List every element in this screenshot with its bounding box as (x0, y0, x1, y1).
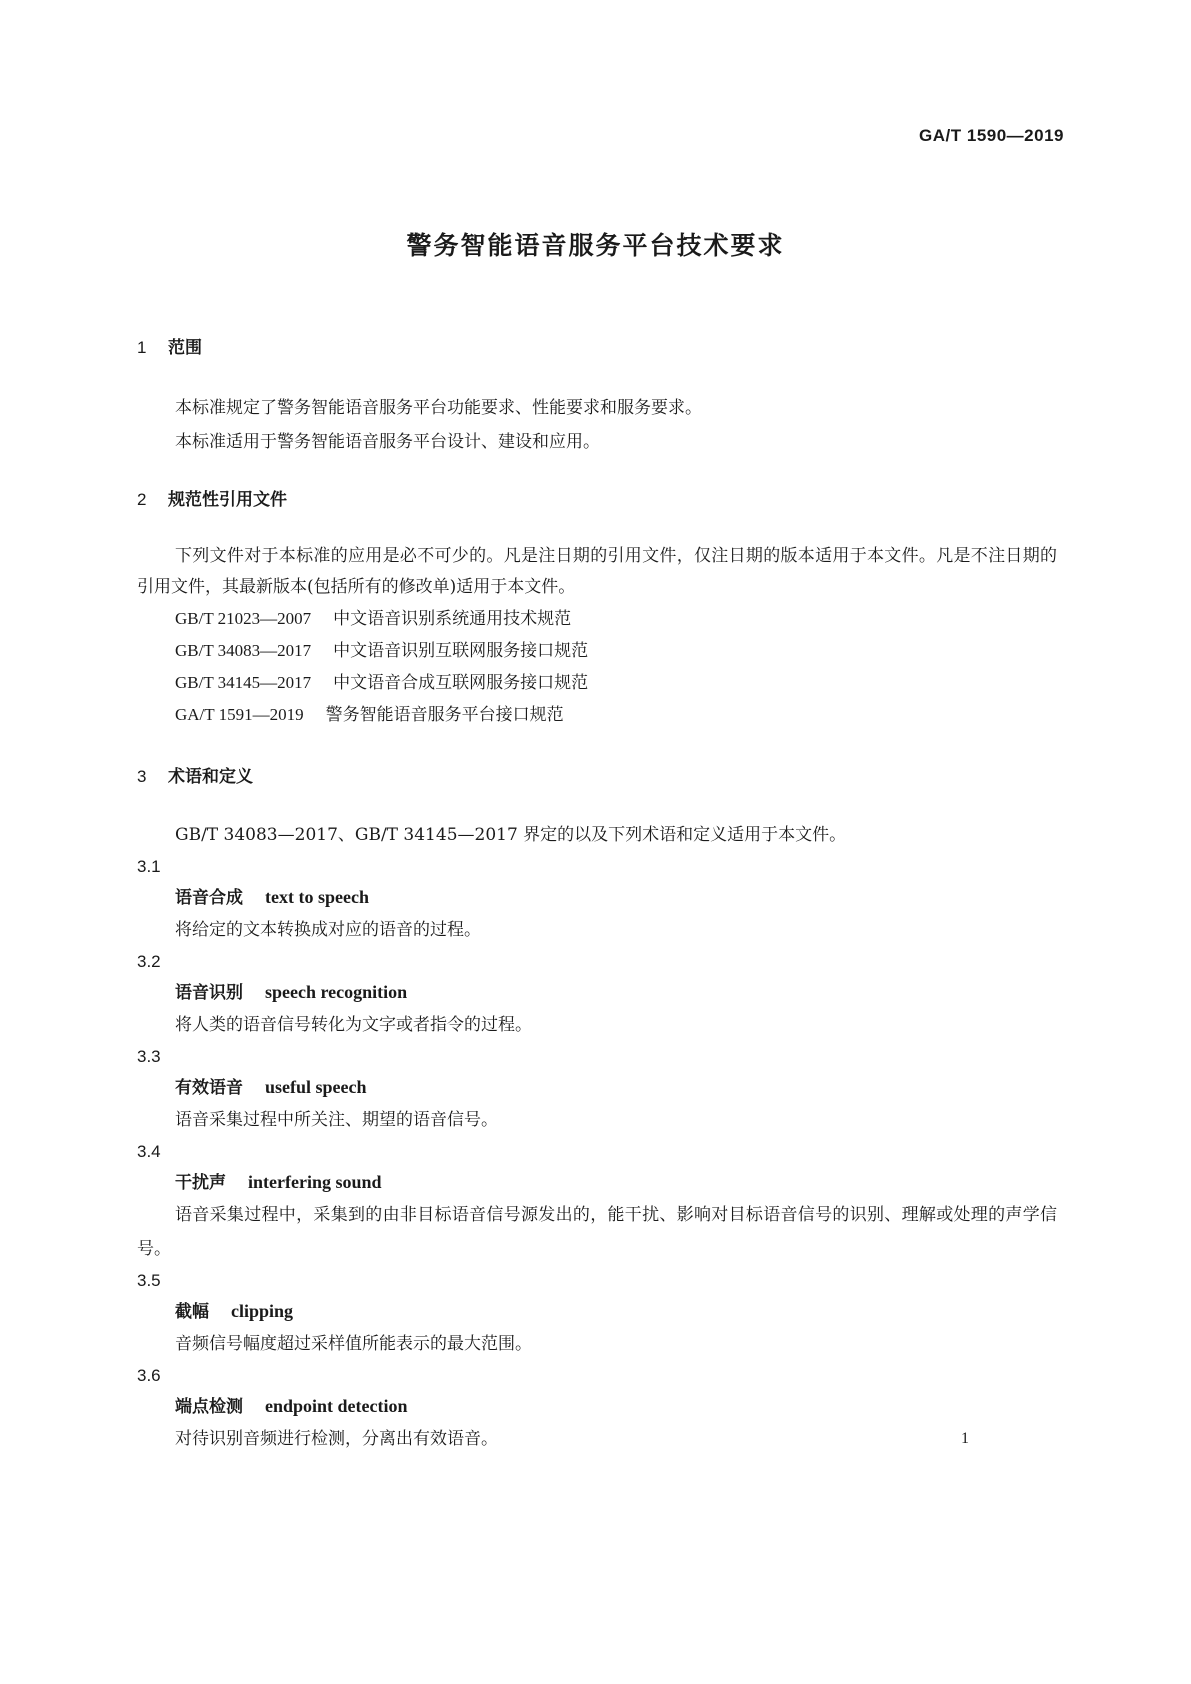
section-title: 范围 (168, 338, 202, 358)
paragraph: 本标准适用于警务智能语音服务平台设计、建设和应用。 (175, 432, 600, 452)
term-chinese: 语音识别 (175, 983, 243, 1003)
section-heading-terms-and-definitions (137, 764, 1057, 790)
reference-code: GA/T 1591—2019 (175, 705, 304, 724)
term-definition: 将人类的语音信号转化为文字或者指令的过程。 (175, 1015, 532, 1035)
term-heading (137, 1296, 1057, 1327)
reference-title: 警务智能语音服务平台接口规范 (325, 705, 564, 725)
term-number: 3.6 (137, 1366, 161, 1385)
term-english: clipping (231, 1301, 294, 1321)
reference-title: 中文语音识别系统通用技术规范 (333, 609, 572, 629)
term-number: 3.1 (137, 857, 161, 876)
reference-item (137, 667, 1057, 699)
document-title: 警务智能语音服务平台技术要求 (406, 231, 785, 260)
section-number: 2 (137, 490, 147, 509)
paragraph: 本标准规定了警务智能语音服务平台功能要求、性能要求和服务要求。 (175, 398, 702, 418)
term-chinese: 有效语音 (175, 1078, 243, 1098)
term-number: 3.3 (137, 1047, 161, 1066)
section-heading-normative-references (137, 487, 1057, 513)
paragraph: GB/T 34083—2017、GB/T 34145—2017 界定的以及下列术语和定义适用于本文件。 (175, 825, 847, 845)
reference-item (137, 603, 1057, 635)
reference-title: 中文语音合成互联网服务接口规范 (333, 673, 589, 693)
term-heading (137, 1391, 1057, 1422)
term-heading (137, 1167, 1057, 1198)
term-definition: 语音采集过程中，采集到的由非目标语音信号源发出的，能干扰、影响对目标语音信号的识别、理解或处理的声学信号。 (137, 1205, 1057, 1259)
term-definition: 将给定的文本转换成对应的语音的过程。 (175, 920, 481, 940)
term-english: speech recognition (265, 982, 408, 1002)
reference-code: GB/T 34083—2017 (175, 641, 312, 660)
term-heading (137, 882, 1057, 913)
term-chinese: 语音合成 (175, 888, 243, 908)
term-number: 3.2 (137, 952, 161, 971)
section-number: 1 (137, 338, 147, 357)
term-english: interfering sound (248, 1172, 382, 1192)
standard-code: GA/T 1590—2019 (919, 126, 1064, 145)
section-title: 术语和定义 (168, 767, 253, 787)
reference-code: GB/T 34145—2017 (175, 673, 312, 692)
reference-code: GB/T 21023—2007 (175, 609, 312, 628)
term-english: useful speech (265, 1077, 367, 1097)
term-number: 3.4 (137, 1142, 161, 1161)
term-heading (137, 977, 1057, 1008)
document-body (137, 335, 1057, 1456)
term-number: 3.5 (137, 1271, 161, 1290)
term-chinese: 干扰声 (175, 1173, 226, 1193)
term-definition: 语音采集过程中所关注、期望的语音信号。 (175, 1110, 498, 1130)
term-heading (137, 1072, 1057, 1103)
term-english: endpoint detection (265, 1396, 408, 1416)
term-definition: 音频信号幅度超过采样值所能表示的最大范围。 (175, 1334, 532, 1354)
reference-title: 中文语音识别互联网服务接口规范 (333, 641, 589, 661)
page-number: 1 (961, 1430, 969, 1447)
term-chinese: 端点检测 (175, 1397, 243, 1417)
reference-item (137, 635, 1057, 667)
section-title: 规范性引用文件 (168, 490, 287, 510)
section-heading-scope (137, 335, 1057, 361)
reference-item (137, 699, 1057, 731)
term-english: text to speech (265, 887, 369, 907)
term-definition: 对待识别音频进行检测，分离出有效语音。 (175, 1429, 498, 1449)
term-chinese: 截幅 (175, 1302, 209, 1322)
paragraph: 下列文件对于本标准的应用是必不可少的。凡是注日期的引用文件，仅注日期的版本适用于本文件。凡是不注日期的引用文件，其最新版本(包括所有的修改单)适用于本文件。 (137, 546, 1057, 597)
section-number: 3 (137, 767, 147, 786)
